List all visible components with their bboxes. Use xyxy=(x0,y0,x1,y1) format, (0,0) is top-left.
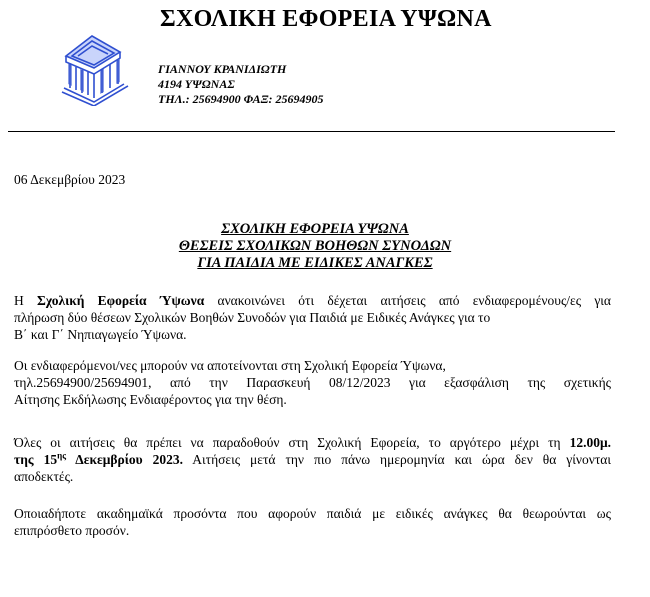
heading-line-3: ΓΙΑ ΠΑΙΔΙΑ ΜΕ ΕΙΔΙΚΕΣ ΑΝΑΓΚΕΣ xyxy=(197,255,433,271)
paragraph-deadline-line-3: αποδεκτές. xyxy=(14,469,74,484)
deadline-ordinal: ης xyxy=(57,450,66,461)
paragraph-qualifications-line-1: Οποιαδήποτε ακαδημαϊκά προσόντα που αφορούν παιδιά με ειδικές ανάγκες θα θεωρούνται ως xyxy=(14,506,611,521)
intro-rest: ανακοινώνει ότι δέχεται αιτήσεις από ενδιαφερομένους/ες για xyxy=(204,293,611,308)
document-title: ΣΧΟΛΙΚΗ ΕΦΟΡΕΙΑ ΥΨΩΝΑ xyxy=(160,6,492,32)
paragraph-qualifications xyxy=(14,505,611,539)
intro-prefix: Η xyxy=(14,293,38,308)
address-street: ΓΙΑΝΝΟΥ ΚΡΑΝΙΔΙΩΤΗ xyxy=(158,62,287,76)
paragraph-intro-line-3: Β΄ και Γ΄ Νηπιαγωγείο Ύψωνα. xyxy=(14,327,187,342)
paragraph-deadline-line-2 xyxy=(14,451,611,468)
paragraph-contact-line-1: Οι ενδιαφερόμενοι/νες μπορούν να αποτείνονται στη Σχολική Εφορεία Ύψωνα, xyxy=(14,358,446,373)
paragraph-intro xyxy=(14,292,611,343)
deadline-text: Όλες οι αιτήσεις θα πρέπει να παραδοθούν στη Σχολική Εφορεία, το αργότερο μέχρι τη xyxy=(14,435,570,450)
paragraph-intro-line-2: πλήρωση δύο θέσεων Σχολικών Βοηθών Συνοδών για Παιδιά με Ειδικές Ανάγκες για το xyxy=(14,310,491,325)
heading-line-2: ΘΕΣΕΙΣ ΣΧΟΛΙΚΩΝ ΒΟΗΘΩΝ ΣΥΝΟΔΩΝ xyxy=(178,238,452,254)
paragraph-deadline-line-1 xyxy=(14,434,611,451)
paragraph-qualifications-line-2: επιπρόσθετο προσόν. xyxy=(14,523,130,538)
address-block xyxy=(158,62,324,107)
paragraph-deadline xyxy=(14,434,611,485)
deadline-rest: Αιτήσεις μετά την πιο πάνω ημερομηνία και ώρα δεν θα γίνονται xyxy=(183,452,611,467)
announcement-heading xyxy=(0,221,630,272)
school-building-logo xyxy=(58,26,138,106)
paragraph-contact xyxy=(14,357,611,408)
paragraph-intro-line-1 xyxy=(14,292,611,309)
address-phone-fax: ΤΗΛ.: 25694900 ΦΑΞ: 25694905 xyxy=(158,92,324,106)
paragraph-contact-line-2: τηλ.25694900/25694901, από την Παρασκευή 08/12/2023 για εξασφάλιση της σχετικής xyxy=(14,375,611,390)
deadline-time: 12.00μ. xyxy=(569,435,611,450)
heading-line-1: ΣΧΟΛΙΚΗ ΕΦΟΡΕΙΑ ΥΨΩΝΑ xyxy=(221,221,409,237)
deadline-month-year: Δεκεμβρίου 2023. xyxy=(66,452,184,467)
document-date: 06 Δεκεμβρίου 2023 xyxy=(14,172,126,187)
deadline-day: της 15 xyxy=(14,452,58,467)
intro-bold-org: Σχολική Εφορεία Ύψωνα xyxy=(37,293,205,308)
address-postcode: 4194 ΥΨΩΝΑΣ xyxy=(158,77,235,91)
paragraph-contact-line-3: Αίτησης Εκδήλωσης Ενδιαφέροντος για την θέση. xyxy=(14,392,287,407)
header-divider xyxy=(8,131,615,132)
